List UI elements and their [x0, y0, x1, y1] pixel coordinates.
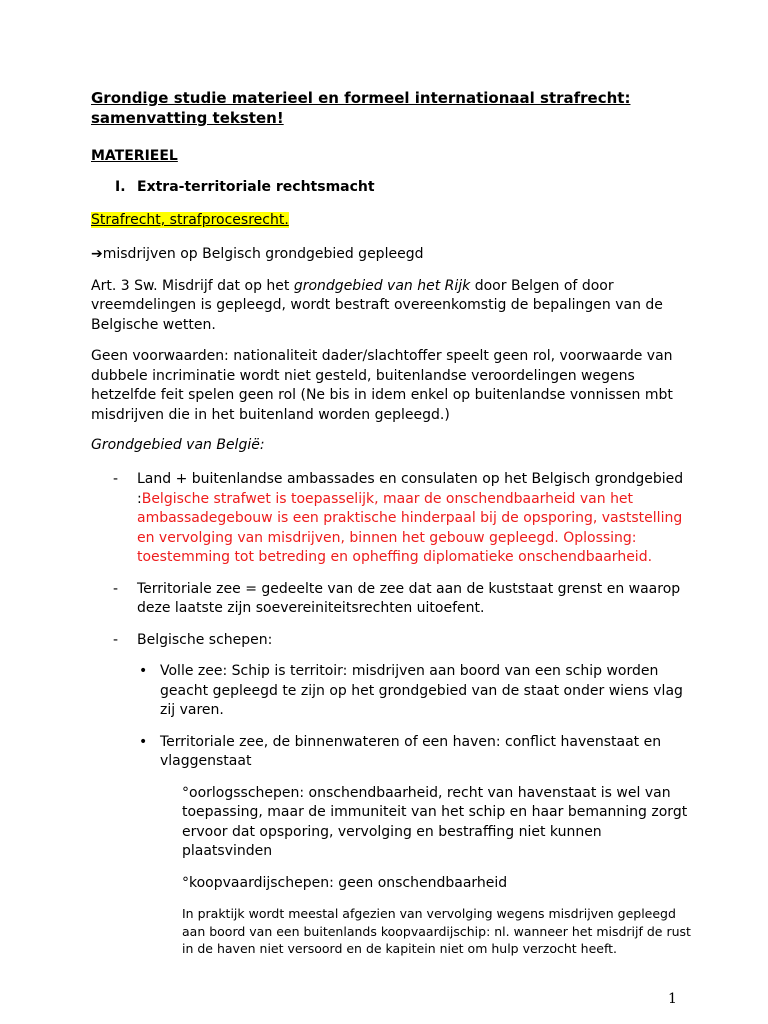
dash-marker: - [113, 631, 119, 648]
page-content [91, 88, 691, 958]
article-3-italic: grondgebied van het Rijk [293, 277, 471, 294]
list-item-territorial-sea [91, 580, 691, 619]
arrow-icon: ➔ [91, 246, 103, 262]
practice-note: In praktijk wordt meestal afgezien van vervolging wegens misdrijven gepleegd aan boord van een buitenlands koopvaardijschip: nl. wanneer het misdrijf de rust in de haven niet versoord en de kapitein niet om hulp verzocht heeft. [182, 906, 691, 956]
bullet-item-harbour [91, 733, 691, 772]
article-3-part2: door Belgen of door vreemdelingen is gepleegd, wordt bestraft overeenkomstig de bepalingen van de Belgische wetten. [91, 277, 663, 333]
highlighted-heading [91, 212, 691, 228]
territory-label: Grondgebied van België: [91, 437, 265, 453]
list-item-belgian-ships [91, 631, 691, 651]
arrow-line-text: misdrijven op Belgisch grondgebied gepleegd [102, 246, 424, 262]
article-3-part1: Art. 3 Sw. Misdrijf dat op het [91, 277, 294, 294]
page-number: 1 [668, 991, 677, 1007]
highlighted-heading-text: Strafrecht, strafprocesrecht. [91, 212, 289, 228]
bullet-icon: • [139, 663, 148, 679]
conditions-paragraph: Geen voorwaarden: nationaliteit dader/slachtoffer speelt geen rol, voorwaarde van dubbele incriminatie wordt niet gesteld, buitenlandse veroordelingen wegens hetzelfde feit spelen geen rol (Ne bis in idem enkel op buitenlandse vonnissen mbt misdrijven die in het buitenland worden gepleegd.) [91, 348, 673, 423]
list-item-territorial-sea-text: Territoriale zee = gedeelte van de zee dat aan de kuststaat grenst en waarop deze laatste zijn soevereiniteitsrechten uitoefent. [137, 580, 681, 616]
dash-marker: - [113, 580, 119, 597]
bullet-item-high-seas [91, 662, 691, 721]
section-heading: MATERIEEL [91, 148, 178, 164]
war-ships-paragraph: °oorlogsschepen: onschendbaarheid, recht van havenstaat is wel van toepassing, maar de immuniteit van het schip en haar bemanning zorgt ervoor dat opsporing, vervolging en bestraffing niet kunnen plaatsvinden [182, 784, 688, 859]
list-item-belgian-ships-text: Belgische schepen: [137, 631, 273, 648]
subsection-heading [91, 179, 691, 195]
arrow-line [91, 245, 691, 265]
bullet-icon: • [139, 733, 148, 750]
bullet-item-harbour-text: Territoriale zee, de binnenwateren of een haven: conflict havenstaat en vlaggenstaat [160, 733, 662, 769]
bullet-item-high-seas-text: Volle zee: Schip is territoir: misdrijven aan boord van een schip worden geacht gepleegd te zijn op het grondgebied van de staat onder wiens vlag zij varen. [160, 663, 683, 718]
merchant-ships-paragraph: °koopvaardijschepen: geen onschendbaarheid [182, 874, 508, 891]
list-item-land-text: Land + buitenlandse ambassades en consulaten op het Belgisch grondgebied : [137, 471, 684, 507]
subsection-number: I. [115, 179, 126, 195]
list-item-land-red-text: Belgische strafwet is toepasselijk, maar de onschendbaarheid van het ambassadegebouw is een praktische hinderpaal bij de opsporing, vaststelling en vervolging van misdrijven, binnen het gebouw gepleegd. Oplossing: toestemming tot betreding en opheffing diplomatieke onschendbaarheid. [137, 490, 683, 565]
dash-marker: - [113, 471, 119, 487]
subsection-title: Extra-territoriale rechtsmacht [137, 179, 375, 195]
list-item-land [91, 470, 691, 568]
article-3-paragraph [91, 277, 691, 336]
document-title: Grondige studie materieel en formeel internationaal strafrecht: samenvatting teksten! [91, 89, 631, 127]
